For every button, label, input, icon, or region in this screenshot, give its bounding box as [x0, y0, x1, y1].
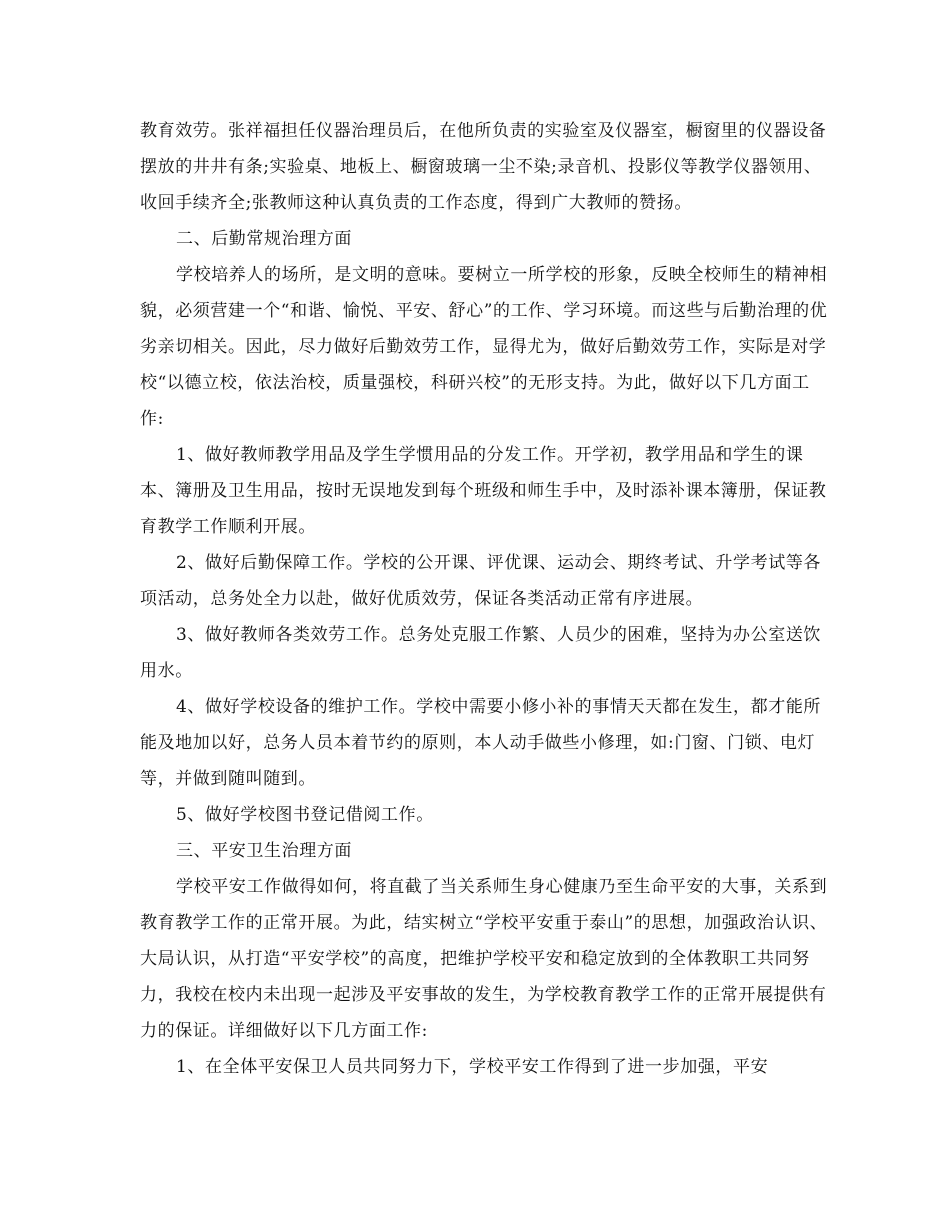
list-item-4-maintenance: 4、做好学校设备的维护工作。学校中需要小修小补的事情天天都在发生，都才能所能及地加以好，总务人员本着节约的原则，本人动手做些小修理，如:门窗、门锁、电灯等，并做到随叫随到。	[140, 697, 822, 789]
list-item-2-support: 2、做好后勤保障工作。学校的公开课、评优课、运动会、期终考试、升学考试等各项活动，总务处全力以赴，做好优质效劳，保证各类活动正常有序进展。	[140, 553, 822, 609]
list-item-1-supplies: 1、做好教师教学用品及学生学惯用品的分发工作。开学初，教学用品和学生的课本、簿册及卫生用品，按时无误地发到每个班级和师生手中，及时添补课本簿册，保证教育教学工作顺利开展。	[140, 445, 827, 537]
section-heading-logistics: 二、后勤常规治理方面	[176, 229, 352, 249]
document-body	[140, 113, 830, 1085]
section-heading-safety: 三、平安卫生治理方面	[176, 841, 352, 861]
paragraph-continued-instrument-manager: 教育效劳。张祥福担任仪器治理员后，在他所负责的实验室及仪器室，橱窗里的仪器设备摆放的井井有条;实验桌、地板上、橱窗玻璃一尘不染;录音机、投影仪等教学仪器领用、收回手续齐全;张教师这种认真负责的工作态度，得到广大教师的赞扬。	[140, 121, 827, 213]
list-item-1-safety-staff: 1、在全体平安保卫人员共同努力下，学校平安工作得到了进一步加强，平安	[176, 1057, 769, 1077]
list-item-3-services: 3、做好教师各类效劳工作。总务处克服工作繁、人员少的困难，坚持为办公室送饮用水。	[140, 625, 822, 681]
paragraph-safety-intro: 学校平安工作做得如何，将直截了当关系师生身心健康乃至生命平安的大事，关系到教育教学工作的正常开展。为此，结实树立“学校平安重于泰山”的思想，加强政治认识、大局认识，从打造“平安学校”的高度，把维护学校平安和稳定放到的全体教职工共同努力，我校在校内未出现一起涉及平安事故的发生，为学校教育教学工作的正常开展提供有力的保证。详细做好以下几方面工作:	[140, 877, 828, 1041]
paragraph-logistics-intro: 学校培养人的场所，是文明的意味。要树立一所学校的形象，反映全校师生的精神相貌，必须营建一个“和谐、愉悦、平安、舒心”的工作、学习环境。而这些与后勤治理的优劣亲切相关。因此，尽力做好后勤效劳工作，显得尤为，做好后勤效劳工作，实际是对学校“以德立校，依法治校，质量强校，科研兴校”的无形支持。为此，做好以下几方面工作:	[140, 265, 828, 429]
list-item-5-library: 5、做好学校图书登记借阅工作。	[176, 805, 434, 825]
